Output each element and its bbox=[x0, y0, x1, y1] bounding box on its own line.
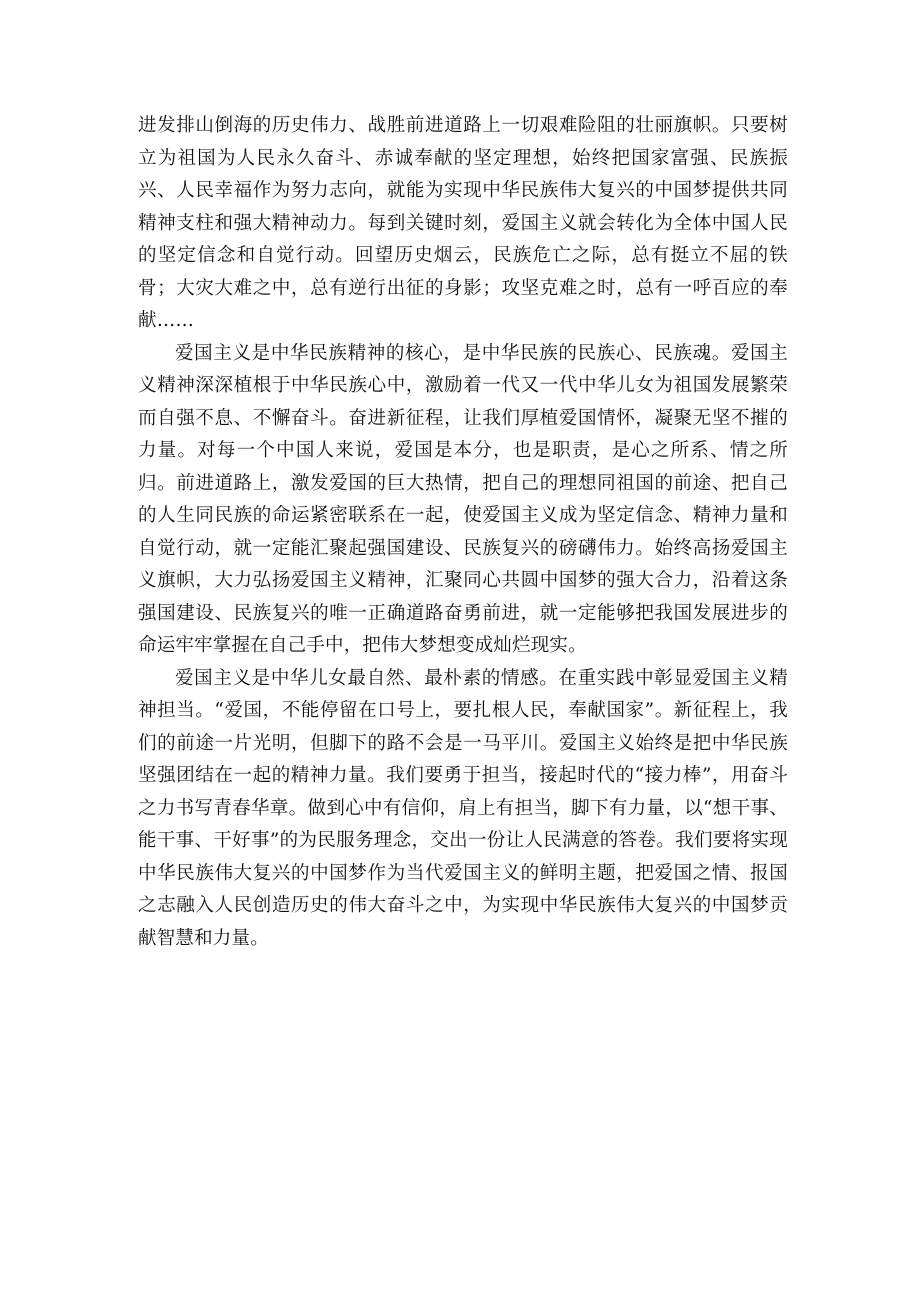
paragraph-patriotism-emotion: 爱国主义是中华儿女最自然、最朴素的情感。在重实践中彰显爱国主义精神担当。“爱国，不能停留在口号上，要扎根人民，奉献国家”。新征程上，我们的前途一片光明，但脚下的路不会是一马平川。爱国主义始终是把中华民族坚强团结在一起的精神力量。我们要勇于担当，接起时代的“接力棒”，用奋斗之力书写青春华章。做到心中有信仰，肩上有担当，脚下有力量，以“想干事、能干事、干好事”的为民服务理念，交出一份让人民满意的答卷。我们要将实现中华民族伟大复兴的中国梦作为当代爱国主义的鲜明主题，把爱国之情、报国之志融入人民创造历史的伟大奋斗之中，为实现中华民族伟大复兴的中国梦贡献智慧和力量。 bbox=[138, 667, 788, 949]
paragraph-continuation: 进发排山倒海的历史伟力、战胜前进道路上一切艰难险阻的壮丽旗帜。只要树立为祖国为人民永久奋斗、赤诚奉献的坚定理想，始终把国家富强、民族振兴、人民幸福作为努力志向，就能为实现中华民族伟大复兴的中国梦提供共同精神支柱和强大精神动力。每到关键时刻，爱国主义就会转化为全体中国人民的坚定信念和自觉行动。回望历史烟云，民族危亡之际，总有挺立不屈的铁骨；大灾大难之中，总有逆行出征的身影；攻坚克难之时，总有一呼百应的奉献…… bbox=[138, 115, 788, 331]
document-body bbox=[138, 110, 788, 955]
paragraph-patriotism-core: 爱国主义是中华民族精神的核心，是中华民族的民族心、民族魂。爱国主义精神深深植根于中华民族心中，激励着一代又一代中华儿女为祖国发展繁荣而自强不息、不懈奋斗。奋进新征程，让我们厚植爱国情怀，凝聚无坚不摧的力量。对每一个中国人来说，爱国是本分，也是职责，是心之所系、情之所归。前进道路上，激发爱国的巨大热情，把自己的理想同祖国的前途、把自己的人生同民族的命运紧密联系在一起，使爱国主义成为坚定信念、精神力量和自觉行动，就一定能汇聚起强国建设、民族复兴的磅礴伟力。始终高扬爱国主义旗帜，大力弘扬爱国主义精神，汇聚同心共圆中国梦的强大合力，沿着这条强国建设、民族复兴的唯一正确道路奋勇前进，就一定能够把我国发展进步的命运牢牢掌握在自己手中，把伟大梦想变成灿烂现实。 bbox=[138, 342, 788, 656]
